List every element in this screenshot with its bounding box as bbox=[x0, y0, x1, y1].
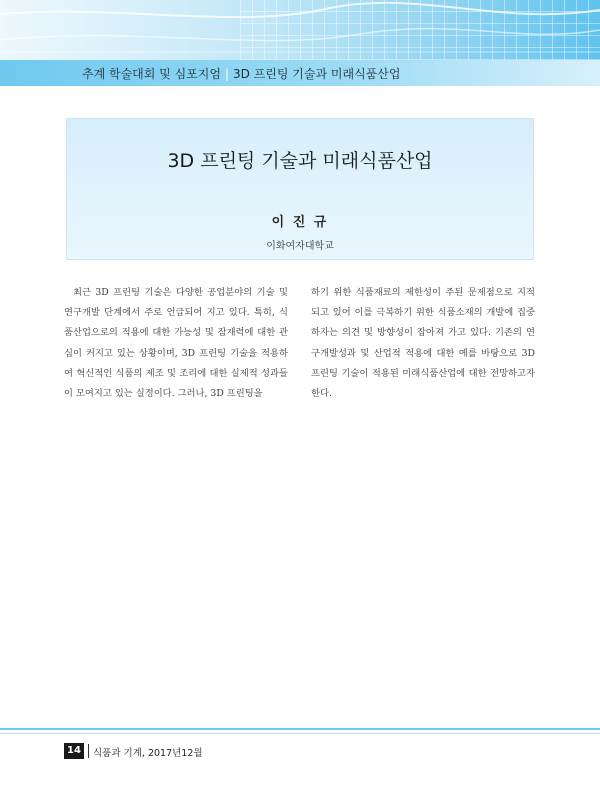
footer-rule-thin bbox=[0, 733, 600, 734]
header-banner bbox=[0, 0, 600, 60]
author-affiliation: 이화여자대학교 bbox=[266, 241, 334, 252]
section-name: 추계 학술대회 및 심포지엄 bbox=[82, 67, 221, 81]
body-text-right-column: 하기 위한 식품재료의 제한성이 주된 문제점으로 지적되고 있어 이를 극복하기 위한 식품소재의 개발에 집중하자는 의견 및 방향성이 잡아져 가고 있다. 기존의 연구개발성과 및 산업적 적용에 대한 예를 바탕으로 3D 프린팅 기술이 적용된 미래식품산업에 대한 전망하고자 한다. bbox=[311, 287, 535, 400]
section-header bbox=[82, 65, 400, 82]
page-number: 14 bbox=[64, 743, 84, 759]
body-text-left-column: 최근 3D 프린팅 기술은 다양한 공업분야의 기술 및 연구개발 단계에서 주로 언급되어 지고 있다. 특히, 식품산업으로의 적용에 대한 가능성 및 잠재력에 대한 관심이 커지고 있는 상황이며, 3D 프린팅 기술을 적용하여 혁신적인 식품의 제조 및 조리에 대한 실제적 성과들이 모여지고 있는 실정이다. 그러나, 3D 프린팅을 bbox=[64, 287, 288, 400]
article-author: 이 진 규 bbox=[271, 215, 329, 230]
decorative-grid bbox=[240, 0, 600, 60]
header-separator: | bbox=[224, 67, 230, 81]
section-topic: 3D 프린팅 기술과 미래식품산업 bbox=[233, 67, 401, 81]
footer-rule bbox=[0, 728, 600, 730]
journal-name: 식품과 기계, 2017년12월 bbox=[93, 748, 203, 759]
footer-separator bbox=[88, 744, 89, 758]
article-title: 3D 프린팅 기술과 미래식품산업 bbox=[167, 150, 433, 172]
